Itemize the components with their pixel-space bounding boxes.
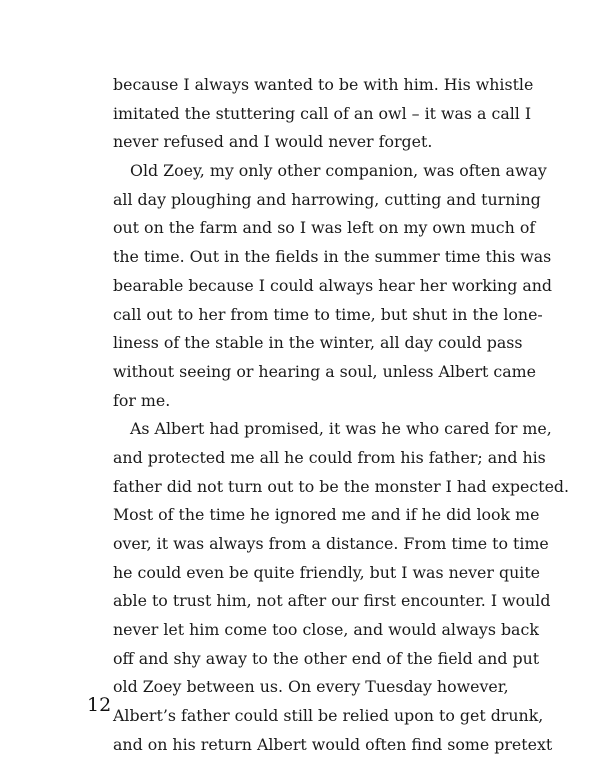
text-line: out on the farm and so I was left on my own much of (113, 218, 536, 238)
text-line: call out to her from time to time, but shut in the lone- (113, 304, 543, 324)
text-line: Old Zoey, my only other companion, was often away (130, 161, 547, 181)
text-line: without seeing or hearing a soul, unless Albert came (113, 361, 536, 381)
text-line: off and shy away to the other end of the field and put (113, 648, 540, 668)
text-line: never let him come too close, and would always back (113, 620, 539, 640)
text-line: As Albert had promised, it was he who cared for me, (130, 419, 552, 439)
text-line: imitated the stuttering call of an owl – it was a call I (113, 103, 532, 123)
page-number: 12 (87, 694, 112, 716)
text-line: the time. Out in the fields in the summer time this was (113, 247, 552, 267)
body-text (113, 71, 570, 760)
text-line: Most of the time he ignored me and if he did look me (113, 505, 540, 525)
text-line: because I always wanted to be with him. His whistle (113, 75, 534, 94)
text-line: old Zoey between us. On every Tuesday however, (113, 677, 509, 697)
text-line: liness of the stable in the winter, all day could pass (113, 333, 523, 353)
text-line: Albert’s father could still be relied upon to get drunk, (113, 706, 544, 726)
text-line: he could even be quite friendly, but I was never quite (113, 562, 541, 582)
text-line: over, it was always from a distance. From time to time (113, 534, 549, 553)
text-line: and protected me all he could from his father; and his (113, 447, 546, 467)
text-line: and on his return Albert would often find some pretext (113, 734, 553, 754)
text-line: all day ploughing and harrowing, cutting and turning (113, 189, 541, 209)
text-line: father did not turn out to be the monster I had expected. (113, 476, 570, 496)
text-line: for me. (113, 390, 171, 410)
text-line: able to trust him, not after our first encounter. I would (113, 591, 551, 611)
text-line: bearable because I could always hear her working and (113, 275, 553, 295)
text-line: never refused and I would never forget. (113, 132, 433, 152)
